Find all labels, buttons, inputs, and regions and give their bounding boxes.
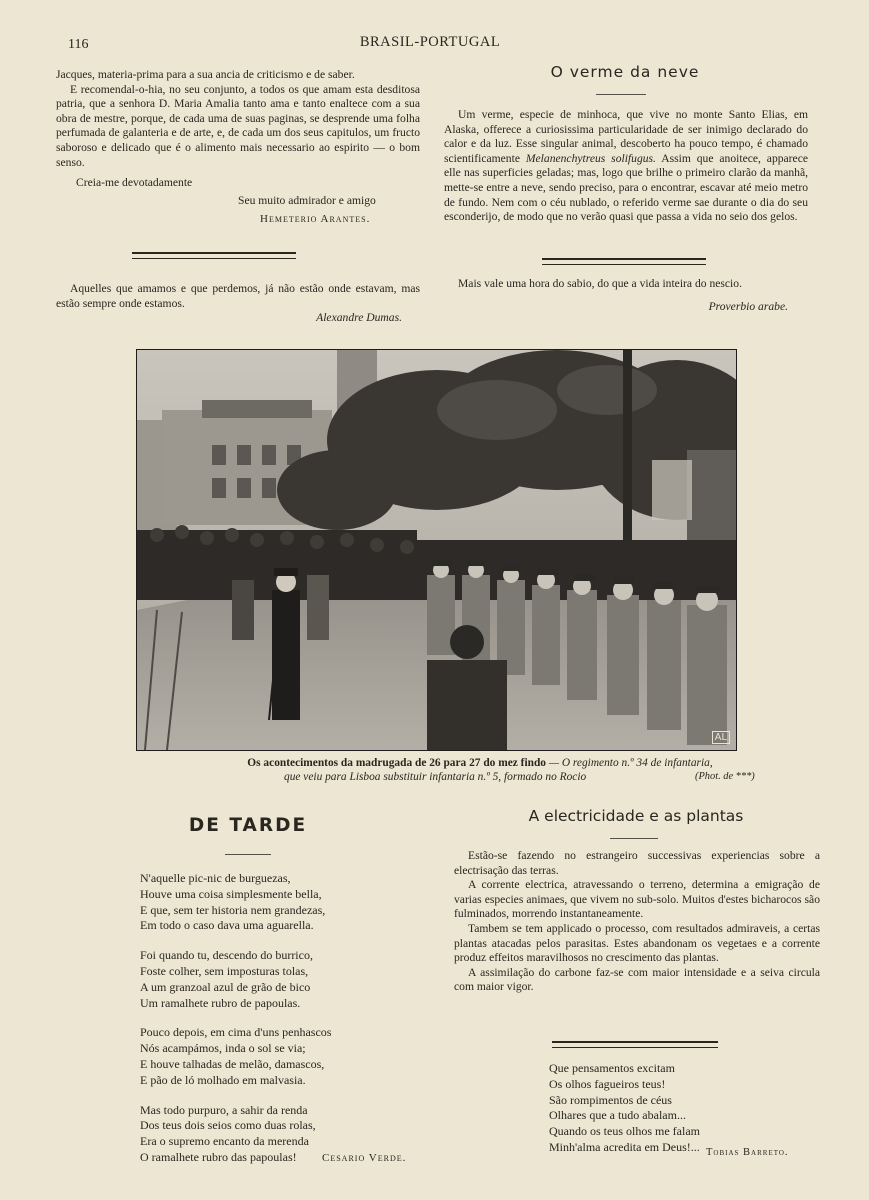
verse-author: Tobias Barreto. bbox=[706, 1147, 789, 1158]
photographer-monogram: AL bbox=[712, 731, 730, 744]
verme-paragraph-2: Assim que anoitece, apparece elle nas superficies geladas; mas, logo que brilhe o primeiro clarão da manhã, mette-se entre a neve, sendo preciso, para o encontrar, escavar até meio metro de fundo. Nem com o céu nublado, o referido verme sae durante o dia do seu esconderijo, de modo que no verão quasi que passa a vida no seio dos gelos. bbox=[444, 151, 808, 224]
poem-line: Foi quando tu, descendo do burrico, bbox=[140, 948, 313, 963]
quote-left bbox=[56, 282, 420, 326]
letter-paragraph: E recomendal-o-hia, no seu conjunto, a todos os que amam esta desditosa patria, que a senhora D. Maria Amalia tanto ama e tanto enaltece com a sua obra de mestre, porque, de cada uma de suas paginas, se desprende uma folha perfumada de galanteria e de arte, e, de cada um dos seus capitulos, um fructo saboroso e delicado que é o alimento mais necessario ao espirito — o bom senso. bbox=[56, 82, 420, 169]
poem-line: Mas todo purpuro, a sahir da renda bbox=[140, 1102, 308, 1117]
quote-left-text: Aquelles que amamos e que perdemos, já não estão onde estavam, mas estão sempre onde estamos. bbox=[56, 282, 420, 310]
electricidade-paragraph: Tambem se tem applicado o processo, com resultados admiraveis, a certas plantas atacadas pelos parasitas. Estes abandonam os vegetaes e a corrente produz effeitos maravilhosos no crescimento das plantas. bbox=[454, 921, 820, 965]
poem-line: Houve uma coisa simplesmente bella, bbox=[140, 886, 322, 901]
poem-line: E pão de ló molhado em malvasia. bbox=[140, 1072, 306, 1087]
caption-bold: Os acontecimentos da madrugada de 26 para 27 do mez findo bbox=[247, 757, 546, 769]
verme-title: O verme da neve bbox=[550, 63, 700, 81]
poem-title: DE TARDE bbox=[188, 815, 308, 836]
electricidade-title: A electricidade e as plantas bbox=[528, 807, 744, 825]
title-rule bbox=[610, 838, 658, 839]
poem-line: Dos teus dois seios como duas rolas, bbox=[140, 1118, 316, 1133]
verse-line: Olhares que a tudo abalam... bbox=[549, 1108, 686, 1123]
photo-credit: (Phot. de ***) bbox=[695, 771, 755, 782]
poem-line: Era o supremo encanto da merenda bbox=[140, 1134, 309, 1149]
letter-continuation: Jacques, materia-prima para a sua ancia de criticismo e de saber. bbox=[56, 68, 355, 81]
poem-line: Pouco depois, em cima d'uns penhascos bbox=[140, 1025, 332, 1040]
page-number: 116 bbox=[68, 37, 89, 52]
quote-right-author: Proverbio arabe. bbox=[708, 299, 788, 313]
electricidade-paragraph: A assimilação do carbone faz-se com maior intensidade e a seiva circula com maior vigor. bbox=[454, 965, 820, 994]
poem-line: Em todo o caso dava uma aguarella. bbox=[140, 918, 314, 933]
poem-stanza bbox=[140, 1025, 400, 1088]
caption-line-2: que veiu para Lisboa substituir infantaria n.º 5, formado no Rocio bbox=[284, 771, 587, 783]
verme-species: Melanenchytreus solifugus. bbox=[525, 151, 656, 165]
poem-line: A um granzoal azul de grão de bico bbox=[140, 979, 311, 994]
verse-line: Quando os teus olhos me falam bbox=[549, 1124, 700, 1139]
separator-rule bbox=[552, 1041, 718, 1048]
poem-stanza bbox=[140, 871, 400, 934]
quote-left-author: Alexandre Dumas. bbox=[316, 311, 402, 325]
poem-line: N'aquelle pic-nic de burguezas, bbox=[140, 871, 291, 885]
letter-closing: Creia-me devotadamente bbox=[76, 176, 193, 190]
verse-line: São rompimentos de céus bbox=[549, 1092, 672, 1107]
letter-salutation: Seu muito admirador e amigo bbox=[238, 193, 376, 207]
quote-right-text: Mais vale uma hora do sabio, do que a vida inteira do nescio. bbox=[458, 277, 742, 290]
poem-line: Nós acampámos, inda o sol se via; bbox=[140, 1041, 306, 1056]
separator-rule bbox=[132, 252, 296, 259]
letter-section bbox=[56, 68, 420, 227]
poem-stanza bbox=[140, 948, 400, 1011]
verse-right bbox=[549, 1061, 789, 1156]
title-rule bbox=[225, 854, 271, 855]
title-rule bbox=[596, 94, 646, 95]
verme-body bbox=[444, 108, 808, 225]
separator-rule bbox=[542, 258, 706, 265]
journal-title: BRASIL-PORTUGAL bbox=[359, 34, 501, 50]
poem-line: E houve talhadas de melão, damascos, bbox=[140, 1056, 325, 1071]
caption-italic: — O regimento n.º 34 de infantaria, bbox=[548, 757, 713, 769]
poem-body bbox=[140, 871, 400, 1180]
poem-line: Um ramalhete rubro de papoulas. bbox=[140, 995, 301, 1010]
photograph-regiment bbox=[136, 349, 737, 751]
poem-author: Cesario Verde. bbox=[322, 1152, 407, 1164]
verse-line: Os olhos fagueiros teus! bbox=[549, 1076, 666, 1091]
electricidade-body bbox=[454, 849, 820, 995]
poem-line: O ramalhete rubro das papoulas! bbox=[140, 1149, 297, 1164]
photo-caption bbox=[150, 756, 790, 785]
letter-signature: Hemeterio Arantes. bbox=[260, 213, 371, 226]
poem-line: E que, sem ter historia nem grandezas, bbox=[140, 902, 326, 917]
verse-line: Que pensamentos excitam bbox=[549, 1061, 675, 1075]
quote-right bbox=[444, 277, 810, 314]
electricidade-paragraph: A corrente electrica, atravessando o terreno, determina a emigração de varias especies animaes, que vivem no sub-solo. Muitos d'estes bicharocos são fulminados, morrendo instantaneamente. bbox=[454, 878, 820, 921]
electricidade-paragraph: Estão-se fazendo no estrangeiro successivas experiencias sobre a electrisação das terras. bbox=[454, 849, 820, 877]
poem-line: Foste colher, sem imposturas tolas, bbox=[140, 963, 309, 978]
verse-line: Minh'alma acredita em Deus!... bbox=[549, 1139, 700, 1154]
verme-paragraph-1: Um verme, especie de minhoca, que vive no monte Santo Elias, em Alaska, offerece a curiosissima particularidade de ser inimigo declarado do calor e da luz. Esse singular animal, descoberto ha pouco tempo, é chamado scientificamente bbox=[444, 108, 808, 165]
